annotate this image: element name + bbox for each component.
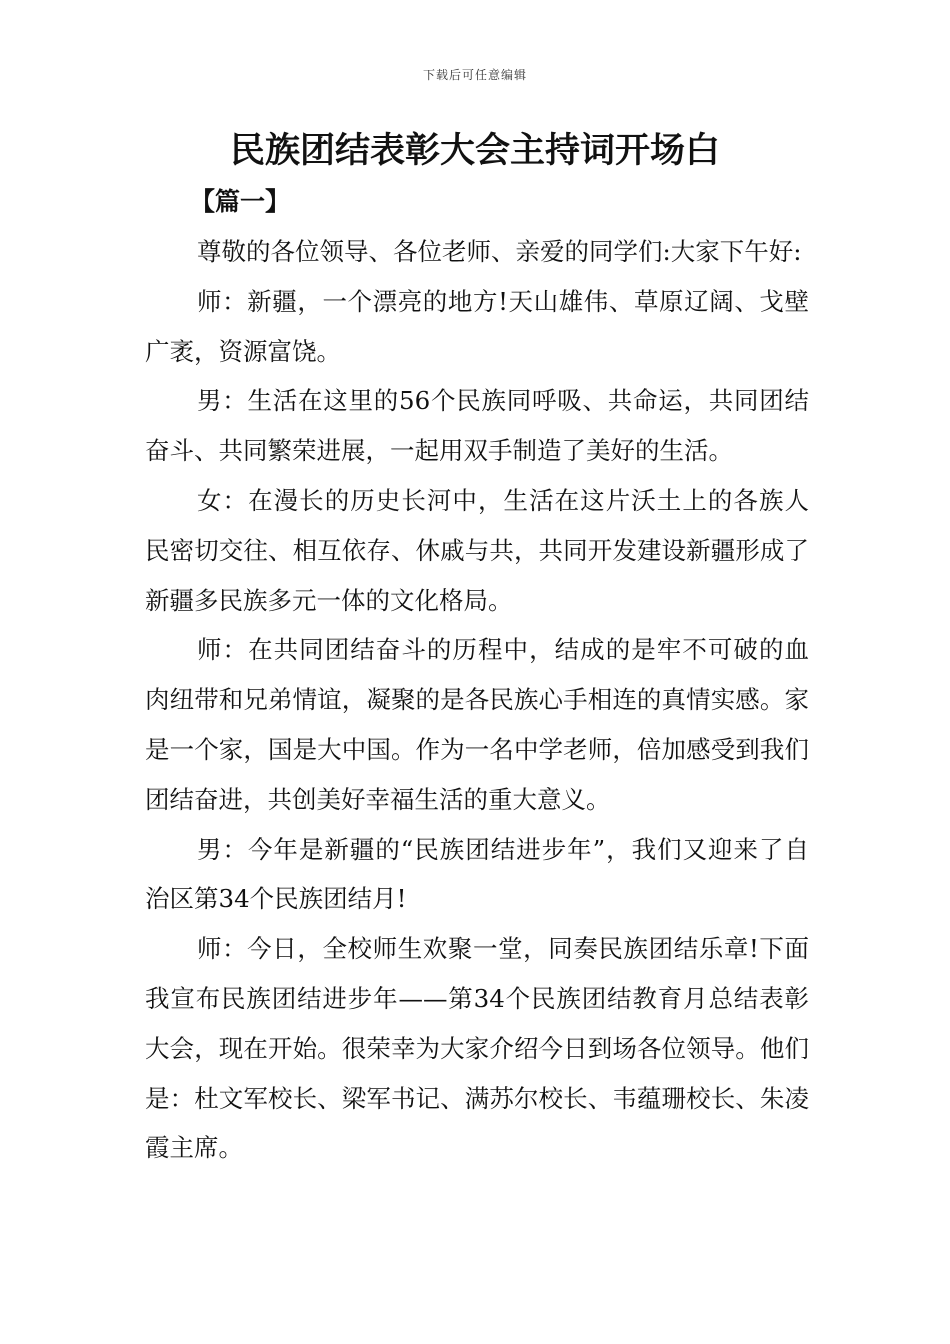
section-label: 【篇一】 — [190, 187, 291, 216]
paragraph-teacher-2: 师：在共同团结奋斗的历程中，结成的是牢不可破的血肉纽带和兄弟情谊，凝聚的是各民族心手相连的真情实感。家是一个家，国是大中国。作为一名中学老师，倍加感受到我们团结奋进，共创美好幸福生活的重大意义。 — [145, 635, 809, 814]
paragraph-female-1: 女：在漫长的历史长河中，生活在这片沃土上的各族人民密切交往、相互依存、休戚与共，共同开发建设新疆形成了新疆多民族多元一体的文化格局。 — [145, 485, 809, 615]
paragraph-teacher-1: 师：新疆，一个漂亮的地方!天山雄伟、草原辽阔、戈壁广袤，资源富饶。 — [145, 286, 809, 366]
document-body — [145, 227, 809, 1173]
paragraph-male-2: 男：今年是新疆的“民族团结进步年”，我们又迎来了自治区第34个民族团结月! — [145, 834, 809, 914]
paragraph-greeting: 尊敬的各位领导、各位老师、亲爱的同学们:大家下午好: — [197, 237, 802, 266]
document-title: 民族团结表彰大会主持词开场白 — [229, 131, 720, 171]
paragraph-male-1: 男：生活在这里的56个民族同呼吸、共命运，共同团结奋斗、共同繁荣进展，一起用双手制造了美好的生活。 — [145, 386, 809, 466]
paragraph-teacher-3: 师：今日，全校师生欢聚一堂，同奏民族团结乐章!下面我宣布民族团结进步年——第34个民族团结教育月总结表彰大会，现在开始。很荣幸为大家介绍今日到场各位领导。他们是：杜文军校长、梁军书记、满苏尔校长、韦蕴珊校长、朱凌霞主席。 — [145, 934, 809, 1163]
header-note: 下载后可任意编辑 — [422, 68, 527, 82]
